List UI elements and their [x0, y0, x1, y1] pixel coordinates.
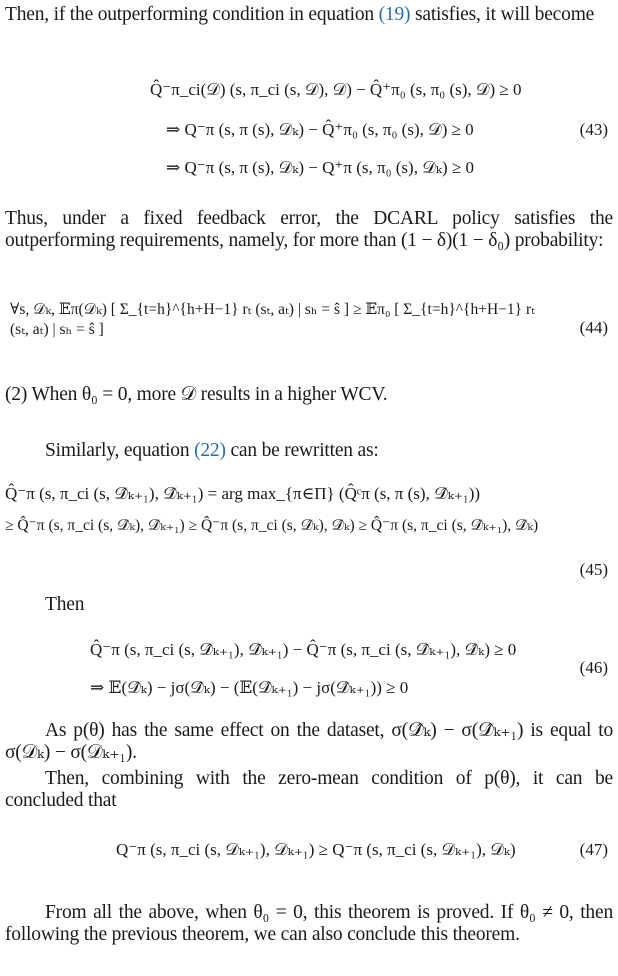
equation-45-line-1: Q̂⁻π (s, π_ci (s, 𝒟̂ₖ₊₁), 𝒟̂ₖ₊₁) = arg max_{π∈Π} (Q̂ᶜπ (s, π (s), 𝒟̂ₖ₊₁)): [5, 484, 481, 503]
equation-number-46: (46): [579, 658, 608, 677]
equation-number-44: (44): [579, 318, 608, 337]
equation-43-line-2: ⇒ Q⁻π (s, π (s), 𝒟ₖ) − Q̂⁺π₀ (s, π₀ (s), 𝒟) ≥ 0: [166, 120, 474, 139]
paragraph-then: Then: [45, 594, 85, 615]
equation-47: Q⁻π (s, π_ci (s, 𝒟ₖ₊₁), 𝒟ₖ₊₁) ≥ Q⁻π (s, π_ci (s, 𝒟ₖ₊₁), 𝒟ₖ): [116, 840, 516, 859]
equation-ref-19[interactable]: (19): [378, 4, 411, 25]
paragraph-case-2: (2) When θ₀ = 0, more 𝒟 results in a higher WCV.: [5, 384, 388, 405]
equation-number-43: (43): [579, 120, 608, 139]
equation-46-line-1: Q̂⁻π (s, π_ci (s, 𝒟̂ₖ₊₁), 𝒟̂ₖ₊₁) − Q̂⁻π (s, π_ci (s, 𝒟̂ₖ₊₁), 𝒟̂ₖ) ≥ 0: [90, 640, 517, 659]
paragraph-intro: [5, 4, 613, 26]
equation-43-line-3: ⇒ Q⁻π (s, π (s), 𝒟ₖ) − Q⁺π (s, π₀ (s), 𝒟ₖ) ≥ 0: [166, 158, 474, 177]
equation-46-line-2: ⇒ 𝔼(𝒟̂ₖ) − jσ(𝒟̂ₖ) − (𝔼(𝒟̂ₖ₊₁) − jσ(𝒟̂ₖ₊₁)) ≥ 0: [90, 678, 409, 697]
equation-45-line-2: ≥ Q̂⁻π (s, π_ci (s, 𝒟̂ₖ), 𝒟̂ₖ₊₁) ≥ Q̂⁻π (s, π_ci (s, 𝒟̂ₖ), 𝒟̂ₖ) ≥ Q̂⁻π (s, π_ci (s, 𝒟̂ₖ₊₁), 𝒟̂ₖ): [5, 517, 539, 534]
text: satisfies, it will become: [410, 4, 595, 25]
paragraph-conclusion: From all the above, when θ₀ = 0, this theorem is proved. If θ₀ ≠ 0, then following the previous theorem, we can also conclude this theorem.: [5, 902, 613, 945]
text: Then, if the outperforming condition in equation: [5, 4, 379, 25]
equation-ref-22[interactable]: (22): [194, 440, 226, 461]
paragraph-combining: Then, combining with the zero-mean condition of p(θ), it can be concluded that: [5, 768, 613, 811]
text: can be rewritten as:: [225, 440, 379, 461]
equation-43-line-1: Q̂⁻π_ci(𝒟) (s, π_ci (s, 𝒟), 𝒟) − Q̂⁺π₀ (s, π₀ (s), 𝒟) ≥ 0: [150, 80, 522, 99]
equation-number-45: (45): [579, 560, 608, 579]
equation-number-47: (47): [579, 840, 608, 859]
equation-44: ∀s, 𝒟ₖ, 𝔼π(𝒟ₖ) [ Σ_{t=h}^{h+H−1} rₜ (sₜ, aₜ) | sₕ = ŝ ] ≥ 𝔼π₀ [ Σ_{t=h}^{h+H−1} rₜ (sₜ, aₜ) | sₕ = ŝ ]: [10, 301, 535, 338]
paragraph-as-p-theta: As p(θ) has the same effect on the dataset, σ(𝒟̂ₖ) − σ(𝒟̂ₖ₊₁) is equal to σ(𝒟ₖ) − σ(𝒟ₖ₊₁).: [5, 720, 613, 763]
paragraph-similarly: [5, 440, 613, 462]
paragraph-thus: Thus, under a fixed feedback error, the DCARL policy satisfies the outperforming requirements, namely, for more than (1 − δ)(1 − δ₀) probability:: [5, 208, 613, 251]
text: Similarly, equation: [45, 440, 195, 461]
